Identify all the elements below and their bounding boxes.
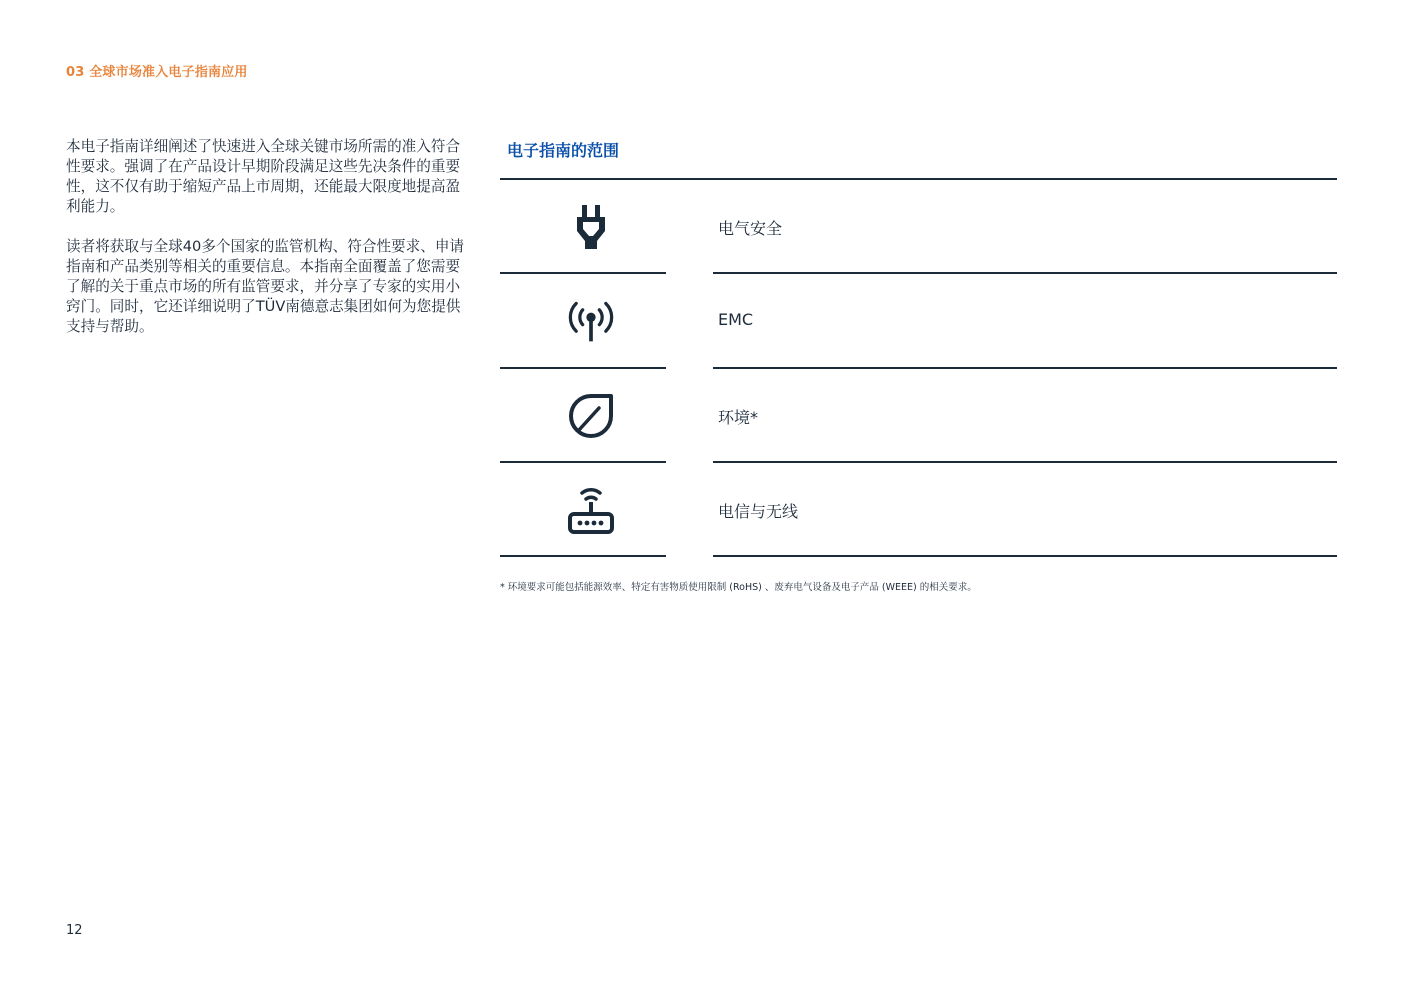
page-number: 12 (66, 923, 83, 938)
section-header: 03 全球市场准入电子指南应用 (66, 65, 248, 80)
intro-text (66, 137, 468, 357)
scope-row-electrical-safety (500, 180, 1337, 274)
router-icon (566, 485, 616, 535)
scope-label-telecom-wireless: 电信与无线 (718, 502, 799, 521)
scope-label-environment: 环境* (718, 408, 759, 427)
plug-icon (566, 202, 616, 252)
scope-title: 电子指南的范围 (507, 141, 620, 160)
intro-paragraph-2: 读者将获取与全球40多个国家的监管机构、符合性要求、申请指南和产品类别等相关的重要信息。本指南全面覆盖了您需要了解的关于重点市场的所有监管要求，并分享了专家的实用小窍门。同时，它还详细说明了TÜV南德意志集团如何为您提供支持与帮助。 (66, 238, 465, 335)
scope-label-emc: EMC (718, 310, 754, 329)
table-rule (713, 555, 1337, 557)
table-rule (500, 555, 666, 557)
scope-label-electrical-safety: 电气安全 (718, 219, 783, 238)
intro-paragraph-1: 本电子指南详细阐述了快速进入全球关键市场所需的准入符合性要求。强调了在产品设计早期阶段满足这些先决条件的重要性，这不仅有助于缩短产品上市周期，还能最大限度地提高盈利能力。 (66, 138, 461, 215)
scope-row-environment (500, 369, 1337, 463)
scope-row-telecom-wireless (500, 463, 1337, 557)
footnote: * 环境要求可能包括能源效率、特定有害物质使用限制 (RoHS) 、废弃电气设备及电子产品 (WEEE) 的相关要求。 (500, 582, 977, 593)
scope-row-emc (500, 274, 1337, 368)
antenna-icon (566, 296, 616, 346)
leaf-icon (566, 391, 616, 441)
